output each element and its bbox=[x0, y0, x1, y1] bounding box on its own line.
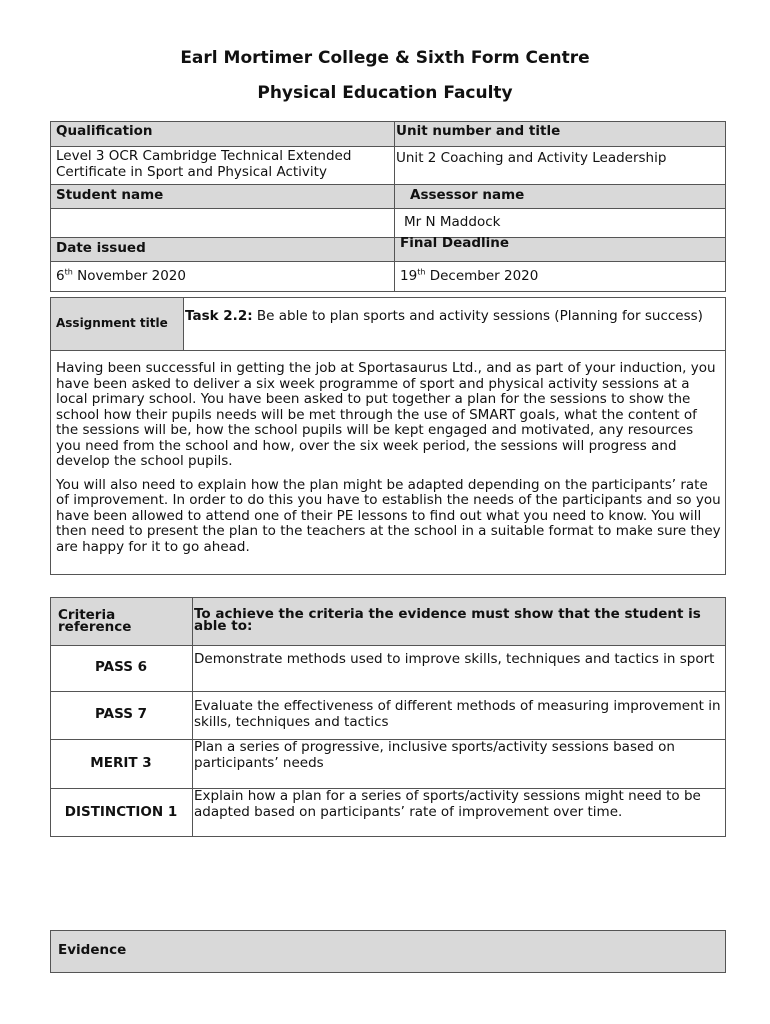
final-deadline-label: Final Deadline bbox=[400, 235, 510, 251]
student-value-row bbox=[50, 208, 726, 238]
brief-paragraph-2: You will also need to explain how the plan might be adapted depending on the participants’ rate of improvement. In order to do this you have to establish the needs of the participants and so you have been allowed to attend one of their PE lessons to find out what you need to know. You will then need to present the plan to the teachers at the school in a suitable format to make sure they are happy for it to go ahead. bbox=[56, 476, 721, 555]
criteria-text: Plan a series of progressive, inclusive sports/activity sessions based on participants’ needs bbox=[194, 739, 675, 771]
qualification-label: Qualification bbox=[56, 123, 153, 139]
date-header-row bbox=[50, 237, 726, 262]
evidence-label: Evidence bbox=[58, 942, 127, 958]
student-name-label: Student name bbox=[56, 187, 164, 203]
date-issued-label: Date issued bbox=[56, 240, 146, 256]
criteria-evidence-header: To achieve the criteria the evidence must show that the student is able to: bbox=[194, 606, 701, 634]
evidence-row bbox=[50, 930, 726, 973]
unit-value: Unit 2 Coaching and Activity Leadership bbox=[396, 150, 667, 166]
date-issued-value: 6th November 2020 bbox=[56, 267, 186, 284]
qualification-value: Level 3 OCR Cambridge Technical Extended Certificate in Sport and Physical Activity bbox=[56, 148, 352, 180]
criteria-ref-header: Criteria reference bbox=[58, 607, 132, 635]
assignment-title-label: Assignment title bbox=[56, 316, 168, 330]
task-title: Task 2.2: Be able to plan sports and activity sessions (Planning for success) bbox=[185, 308, 703, 324]
assessor-name-value: Mr N Maddock bbox=[404, 214, 501, 230]
criteria-text: Explain how a plan for a series of sports/activity sessions might need to be adapted based on participants’ rate of improvement over time. bbox=[194, 788, 701, 820]
final-deadline-value: 19th December 2020 bbox=[400, 267, 539, 284]
assessor-name-label: Assessor name bbox=[410, 187, 525, 203]
unit-label: Unit number and title bbox=[396, 123, 561, 139]
criteria-text: Evaluate the effectiveness of different methods of measuring improvement in skills, techniques and tactics bbox=[194, 698, 721, 730]
college-title: Earl Mortimer College & Sixth Form Centre bbox=[180, 48, 590, 68]
criteria-ref: DISTINCTION 1 bbox=[64, 804, 178, 820]
brief-paragraph-1: Having been successful in getting the job at Sportasaurus Ltd., and as part of your induction, you have been asked to deliver a six week programme of sport and physical activity sessions at a local primary school. You have been asked to put together a plan for the sessions to show the school how their pupils needs will be met through the use of SMART goals, what the content of the sessions will be, how the school pupils will be kept engaged and motivated, any resources you need from the school and how, over the six week period, the sessions will progress and develop the school pupils. bbox=[56, 360, 716, 469]
criteria-ref: PASS 7 bbox=[94, 706, 148, 722]
criteria-text: Demonstrate methods used to improve skills, techniques and tactics in sport bbox=[194, 651, 715, 667]
faculty-title: Physical Education Faculty bbox=[257, 83, 513, 103]
criteria-ref: PASS 6 bbox=[94, 659, 148, 675]
assignment-brief bbox=[56, 361, 722, 555]
criteria-ref: MERIT 3 bbox=[90, 755, 152, 771]
